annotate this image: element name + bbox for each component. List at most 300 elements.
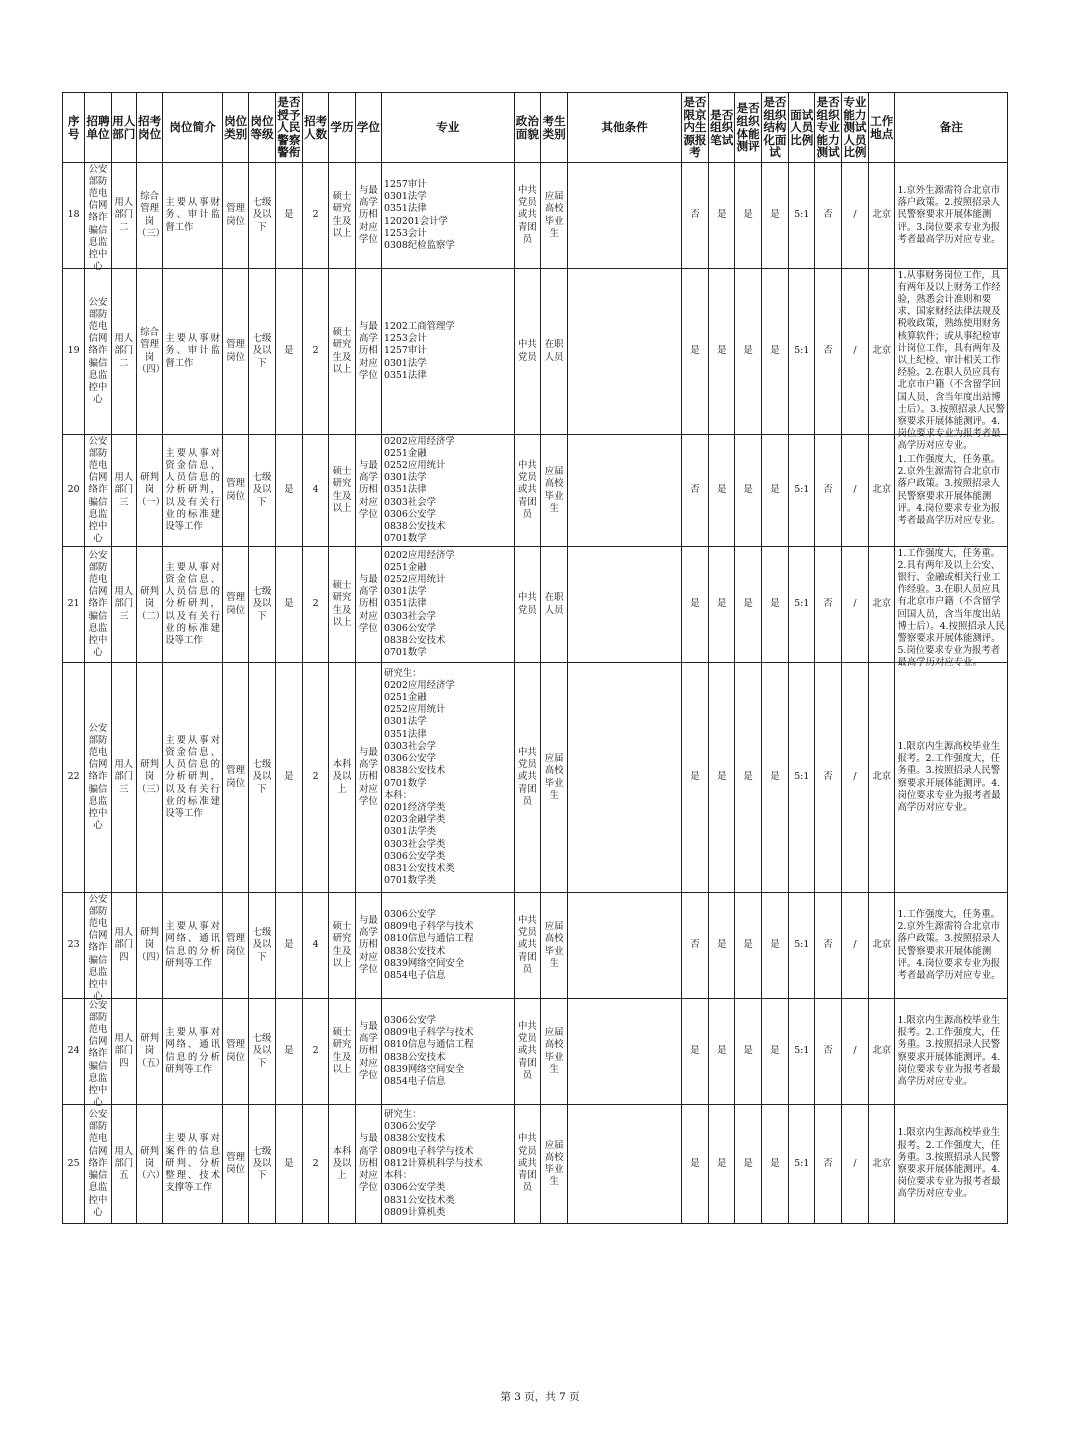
cell-degree: [355, 663, 381, 893]
cell-unit: [85, 547, 111, 663]
cell-text: 管理岗位: [226, 478, 246, 502]
cell-dept: [111, 893, 136, 999]
cell-text: 公安部防范电信网络诈骗信息监控中心: [88, 435, 108, 545]
cell-text: 七级及以下: [252, 586, 272, 622]
cell-text: 是: [284, 1045, 294, 1057]
cell-level: [249, 893, 275, 999]
cell-beijing-source: [681, 163, 708, 269]
cell-category: [223, 163, 249, 269]
cell-text: 管理岗位: [226, 339, 246, 363]
cell-text: 是: [284, 345, 294, 357]
cell-text: 否: [823, 345, 833, 357]
cell-education: [329, 1105, 355, 1224]
cell-text: 与最高学历相对应学位: [358, 320, 378, 381]
cell-count: [303, 435, 329, 547]
cell-text: 与最高学历相对应学位: [358, 914, 378, 975]
header-physical: 是否组织体能测评: [735, 93, 761, 163]
cell-text: 主要从事对资金信息、人员信息的分析研判，以及有关行业的标准建设等工作: [165, 561, 220, 646]
cell-notes: [895, 999, 1008, 1105]
cell-degree: [355, 893, 381, 999]
cell-police-rank: [275, 1105, 302, 1224]
cell-text: 否: [690, 209, 700, 221]
cell-level: [249, 435, 275, 547]
cell-text: 管理岗位: [226, 765, 246, 789]
cell-physical: [735, 269, 761, 435]
header-other: 其他条件: [568, 93, 681, 163]
cell-candidate: [540, 1105, 567, 1224]
cell-text: 是: [690, 598, 700, 610]
cell-unit: [85, 435, 111, 547]
cell-text: 北京: [872, 598, 892, 610]
cell-unit: [85, 269, 111, 435]
cell-written: [709, 163, 735, 269]
cell-skill-ratio: [841, 435, 868, 547]
cell-political: [514, 893, 540, 999]
cell-text: 是: [770, 209, 780, 221]
cell-candidate: [540, 547, 567, 663]
cell-text: 研判岗（六）: [136, 1145, 166, 1182]
cell-text: /: [853, 209, 857, 221]
cell-text: 5:1: [794, 1045, 810, 1057]
cell-text: 研判岗（二）: [136, 586, 166, 622]
cell-other: [568, 269, 681, 435]
cell-text: 否: [823, 1045, 833, 1057]
cell-seq: [63, 163, 85, 269]
cell-text: 否: [690, 939, 700, 951]
header-beijing-source: 是否限京内生源报考: [681, 93, 708, 163]
cell-intro: [163, 269, 223, 435]
cell-text: 是: [717, 1157, 727, 1169]
cell-text: 中共党员或共青团员: [517, 1133, 537, 1194]
cell-text: 综合管理岗（三）: [136, 191, 166, 239]
cell-location: [869, 163, 895, 269]
cell-text: 中共党员: [517, 339, 537, 363]
header-structured: 是否组织结构化面试: [761, 93, 788, 163]
cell-text: 20: [67, 484, 80, 496]
cell-text: 主要从事对资金信息、人员信息的分析研判，以及有关行业的标准建设等工作: [165, 734, 220, 819]
cell-level: [249, 163, 275, 269]
cell-post: [136, 999, 166, 1105]
cell-text: 是: [284, 209, 294, 221]
cell-notes: [895, 893, 1008, 999]
cell-seq: [63, 269, 85, 435]
header-seq: 序号: [63, 93, 85, 163]
cell-count: [303, 1105, 329, 1224]
cell-text: 是: [717, 209, 727, 221]
cell-location: [869, 893, 895, 999]
header-location: 工作地点: [869, 93, 895, 163]
cell-police-rank: [275, 663, 302, 893]
cell-text: 用人部门三: [114, 759, 134, 795]
cell-text: 5:1: [794, 484, 810, 496]
cell-text: 北京: [872, 345, 892, 357]
cell-text: 用人部门五: [114, 1145, 134, 1182]
cell-text: 北京: [872, 1157, 892, 1169]
header-education: 学历: [329, 93, 355, 163]
cell-physical: [735, 163, 761, 269]
cell-text: 管理岗位: [226, 592, 246, 616]
cell-major: [381, 1105, 514, 1224]
cell-structured: [761, 435, 788, 547]
cell-dept: [111, 163, 136, 269]
table-row: [63, 269, 1008, 435]
cell-text: 主要从事财务、审计监督工作: [165, 333, 220, 369]
cell-text: 是: [284, 598, 294, 610]
cell-text: 公安部防范电信网络诈骗信息监控中心: [88, 999, 108, 1109]
cell-location: [869, 547, 895, 663]
recruitment-table-sheet: [62, 92, 1008, 1224]
cell-ratio: [789, 163, 815, 269]
cell-count: [303, 269, 329, 435]
cell-education: [329, 547, 355, 663]
cell-text: 研判岗（三）: [136, 759, 166, 795]
cell-text: 0306公安学 0809电子科学与技术 0810信息与通信工程 0838公安技术 0839网络空间安全 0854电子信息: [383, 908, 474, 981]
cell-text: 5:1: [794, 939, 810, 951]
cell-text: 0306公安学 0809电子科学与技术 0810信息与通信工程 0838公安技术 0839网络空间安全 0854电子信息: [383, 1014, 474, 1087]
cell-skill-ratio: [841, 1105, 868, 1224]
cell-text: 管理岗位: [226, 1151, 246, 1175]
cell-text: 北京: [872, 484, 892, 496]
cell-text: 是: [717, 598, 727, 610]
cell-count: [303, 547, 329, 663]
cell-candidate: [540, 269, 567, 435]
cell-text: 北京: [872, 939, 892, 951]
table-row: [63, 893, 1008, 999]
cell-category: [223, 269, 249, 435]
cell-post: [136, 663, 166, 893]
cell-unit: [85, 1105, 111, 1224]
cell-text: 综合管理岗（四）: [136, 327, 166, 375]
cell-major: [381, 547, 514, 663]
cell-text: 2: [312, 1045, 319, 1057]
cell-ratio: [789, 435, 815, 547]
header-candidate: 考生类别: [540, 93, 567, 163]
cell-text: 是: [770, 484, 780, 496]
cell-unit: [85, 163, 111, 273]
cell-count: [303, 893, 329, 999]
cell-political: [514, 1105, 540, 1224]
table-row: [63, 1105, 1008, 1224]
header-skill-test: 是否组织专业能力测试: [815, 93, 841, 163]
cell-skill-test: [815, 893, 841, 999]
cell-other: [568, 999, 681, 1105]
cell-text: 5:1: [794, 209, 810, 221]
cell-location: [869, 999, 895, 1105]
cell-text: 中共党员: [517, 592, 537, 616]
cell-intro: [163, 999, 223, 1105]
header-written: 是否组织笔试: [709, 93, 735, 163]
cell-category: [223, 663, 249, 893]
cell-text: 是: [284, 484, 294, 496]
cell-text: 应届高校毕业生: [544, 1027, 564, 1075]
cell-education: [329, 663, 355, 893]
cell-education: [329, 163, 355, 269]
cell-text: 研究生： 0202应用经济学 0251金融 0252应用统计 0301法学 0351法律 0303社会学 0306公安学 0838公安技术 0701数学 本科： 0201经济学类 0203金融学类 0301法学类 0303社会学类 0306公安学类 0831公安技术类 0701数学类: [383, 667, 455, 887]
cell-seq: [63, 547, 85, 663]
cell-text: /: [853, 1045, 857, 1057]
cell-text: 是: [690, 345, 700, 357]
cell-post: [136, 269, 166, 435]
cell-text: 中共党员或共青团员: [517, 746, 537, 807]
cell-seq: [63, 1105, 85, 1224]
cell-dept: [111, 269, 136, 435]
table-row: [63, 663, 1008, 893]
cell-intro: [163, 547, 223, 663]
cell-beijing-source: [681, 663, 708, 893]
cell-text: 在职人员: [544, 339, 564, 363]
cell-notes: [895, 1105, 1008, 1224]
cell-dept: [111, 999, 136, 1105]
cell-count: [303, 999, 329, 1105]
cell-text: 公安部防范电信网络诈骗信息监控中心: [88, 549, 108, 659]
cell-text: 硕士研究生及以上: [332, 191, 352, 239]
cell-skill-ratio: [841, 163, 868, 269]
cell-beijing-source: [681, 269, 708, 435]
cell-text: 北京: [872, 1045, 892, 1057]
cell-notes: [895, 163, 1008, 269]
header-political: 政治面貌: [514, 93, 540, 163]
cell-political: [514, 663, 540, 893]
cell-candidate: [540, 663, 567, 893]
cell-structured: [761, 1105, 788, 1224]
cell-text: 用人部门四: [114, 1033, 134, 1069]
cell-text: 用人部门四: [114, 927, 134, 963]
cell-text: 是: [743, 1045, 753, 1057]
cell-structured: [761, 999, 788, 1105]
cell-degree: [355, 547, 381, 663]
cell-text: 1.工作强度大，任务重。2.京外生源需符合北京市落户政策。3.按照招录人民警察要求开展体能测评。4.岗位要求专业为报考者最高学历对应专业。: [897, 453, 1001, 526]
cell-text: 与最高学历相对应学位: [358, 1133, 378, 1194]
cell-text: 1257审计 0301法学 0351法律 120201会计学 1253会计 0308纪检监察学: [383, 178, 455, 251]
cell-text: 管理岗位: [226, 1039, 246, 1063]
cell-text: 是: [690, 771, 700, 783]
cell-dept: [111, 547, 136, 663]
cell-text: 否: [823, 598, 833, 610]
cell-text: 本科及以上: [332, 759, 352, 795]
cell-degree: [355, 1105, 381, 1224]
cell-text: 18: [67, 209, 80, 221]
cell-seq: [63, 893, 85, 999]
cell-unit: [85, 893, 111, 1003]
header-ratio: 面试人员比例: [789, 93, 815, 163]
cell-text: 1.京外生源需符合北京市落户政策。2.按照招录人民警察要求开展体能测评。3.岗位要求专业为报考者最高学历对应专业。: [897, 184, 1001, 245]
cell-text: 硕士研究生及以上: [332, 580, 352, 628]
cell-text: 中共党员或共青团员: [517, 459, 537, 520]
cell-ratio: [789, 893, 815, 999]
cell-text: 北京: [872, 209, 892, 221]
page-footer: 第 3 页，共 7 页: [500, 1391, 580, 1403]
cell-political: [514, 163, 540, 269]
cell-text: 1.限京内生源高校毕业生报考。2.工作强度大，任务重。3.按照招录人民警察要求开展体能测评。4.岗位要求专业为报考者最高学历对应专业。: [897, 740, 1001, 813]
cell-text: 是: [770, 345, 780, 357]
cell-skill-test: [815, 999, 841, 1105]
cell-ratio: [789, 1105, 815, 1224]
cell-ratio: [789, 663, 815, 893]
cell-text: 用人部门三: [114, 586, 134, 622]
cell-other: [568, 893, 681, 999]
cell-major: [381, 999, 514, 1105]
cell-major: [381, 893, 514, 999]
cell-education: [329, 269, 355, 435]
cell-text: 1.限京内生源高校毕业生报考。2.工作强度大，任务重。3.按照招录人民警察要求开展体能测评。4.岗位要求专业为报考者最高学历对应专业。: [897, 1127, 1001, 1200]
cell-text: 用人部门二: [114, 197, 134, 233]
cell-text: /: [853, 1157, 857, 1169]
cell-category: [223, 893, 249, 999]
cell-skill-ratio: [841, 269, 868, 435]
cell-text: 5:1: [794, 1157, 810, 1169]
cell-political: [514, 547, 540, 663]
cell-text: 1.工作强度大，任务重。2.具有两年及以上公安、银行、金融或相关行业工作经验。3.在职人员应具有北京市户籍（不含留学回国人员，含当年度出站博士后）。4.按照招录人民警察要求开展体能测评。5.岗位要求专业为报考者最高学历对应专业。: [897, 547, 1005, 669]
cell-text: 0202应用经济学 0251金融 0252应用统计 0301法学 0351法律 0303社会学 0306公安学 0838公安技术 0701数学: [383, 549, 455, 659]
cell-text: 5:1: [794, 598, 810, 610]
cell-other: [568, 163, 681, 269]
cell-text: 硕士研究生及以上: [332, 327, 352, 375]
cell-text: 研判岗（一）: [136, 472, 166, 508]
cell-written: [709, 269, 735, 435]
cell-major: [381, 435, 514, 547]
cell-category: [223, 1105, 249, 1224]
cell-text: 5:1: [794, 771, 810, 783]
cell-skill-test: [815, 163, 841, 269]
cell-text: 1.限京内生源高校毕业生报考。2.工作强度大，任务重。3.按照招录人民警察要求开展体能测评。4.岗位要求专业为报考者最高学历对应专业。: [897, 1014, 1001, 1087]
cell-text: 公安部防范电信网络诈骗信息监控中心: [88, 893, 108, 1003]
cell-intro: [163, 1105, 223, 1224]
cell-physical: [735, 435, 761, 547]
cell-text: 公安部防范电信网络诈骗信息监控中心: [88, 163, 108, 273]
cell-text: 中共党员或共青团员: [517, 1020, 537, 1081]
cell-text: 主要从事对案件的信息研判、分析整理、技术支撑等工作: [165, 1133, 220, 1194]
cell-category: [223, 999, 249, 1105]
cell-text: 是: [770, 939, 780, 951]
cell-category: [223, 435, 249, 547]
cell-seq: [63, 999, 85, 1105]
cell-dept: [111, 435, 136, 547]
cell-text: 25: [67, 1157, 80, 1169]
cell-text: 是: [717, 1045, 727, 1057]
cell-post: [136, 163, 166, 269]
cell-police-rank: [275, 893, 302, 999]
cell-text: 是: [284, 1157, 294, 1169]
header-major: 专业: [381, 93, 514, 163]
cell-written: [709, 1105, 735, 1224]
cell-text: 应届高校毕业生: [544, 191, 564, 239]
cell-text: 与最高学历相对应学位: [358, 459, 378, 520]
cell-education: [329, 893, 355, 999]
cell-text: 是: [743, 209, 753, 221]
cell-text: 1.从事财务岗位工作，具有两年及以上财务工作经验，熟悉会计准则和要求、国家财经法律法规及税收政策，熟练使用财务核算软件；或从事纪检审计岗位工作，具有两年及以上纪检、审计相关工作经验。2.在职人员应具有北京市户籍（不含留学回国人员，含当年度出站博士后）。3.按照招录人民警察要求开展体能测评。4.岗位要求专业为报考者最高学历对应专业。: [897, 269, 1005, 452]
cell-text: 2: [312, 209, 319, 221]
cell-police-rank: [275, 269, 302, 435]
cell-text: 否: [823, 209, 833, 221]
cell-candidate: [540, 163, 567, 269]
cell-degree: [355, 999, 381, 1105]
table-row: [63, 435, 1008, 547]
cell-text: 在职人员: [544, 592, 564, 616]
cell-text: 是: [717, 345, 727, 357]
cell-level: [249, 547, 275, 663]
cell-other: [568, 1105, 681, 1224]
header-count: 招考人数: [303, 93, 329, 163]
cell-post: [136, 547, 166, 663]
cell-written: [709, 547, 735, 663]
cell-text: 2: [312, 771, 319, 783]
recruitment-table: [62, 92, 1008, 1224]
cell-text: 硕士研究生及以上: [332, 921, 352, 969]
cell-text: 是: [743, 1157, 753, 1169]
cell-notes: [895, 269, 1008, 452]
cell-dept: [111, 663, 136, 893]
cell-text: 与最高学历相对应学位: [358, 746, 378, 807]
header-intro: 岗位简介: [163, 93, 223, 163]
cell-written: [709, 663, 735, 893]
cell-skill-test: [815, 663, 841, 893]
cell-location: [869, 435, 895, 547]
cell-text: 七级及以下: [252, 759, 272, 795]
cell-text: 否: [823, 1157, 833, 1169]
header-police-rank: 是否授予人民警察警衔: [275, 93, 302, 163]
cell-text: 管理岗位: [226, 203, 246, 227]
cell-text: 否: [823, 939, 833, 951]
cell-skill-test: [815, 435, 841, 547]
cell-text: 2: [312, 345, 319, 357]
cell-police-rank: [275, 435, 302, 547]
cell-text: 与最高学历相对应学位: [358, 184, 378, 245]
cell-text: 1202工商管理学 1253会计 1257审计 0301法学 0351法律: [383, 320, 455, 381]
cell-dept: [111, 1105, 136, 1224]
cell-skill-test: [815, 269, 841, 435]
cell-location: [869, 1105, 895, 1224]
header-unit: 招聘单位: [85, 93, 111, 163]
cell-candidate: [540, 435, 567, 547]
cell-degree: [355, 435, 381, 547]
cell-text: 与最高学历相对应学位: [358, 573, 378, 634]
cell-text: 是: [743, 345, 753, 357]
cell-seq: [63, 435, 85, 547]
cell-level: [249, 269, 275, 435]
cell-text: 公安部防范电信网络诈骗信息监控中心: [88, 296, 108, 406]
cell-text: 否: [823, 484, 833, 496]
cell-text: 是: [770, 1157, 780, 1169]
cell-post: [136, 435, 166, 547]
cell-ratio: [789, 999, 815, 1105]
cell-text: 是: [690, 1157, 700, 1169]
cell-beijing-source: [681, 1105, 708, 1224]
cell-post: [136, 1105, 166, 1224]
cell-unit: [85, 663, 111, 893]
cell-text: 硕士研究生及以上: [332, 1027, 352, 1075]
cell-political: [514, 435, 540, 547]
cell-text: 2: [312, 1157, 319, 1169]
cell-education: [329, 435, 355, 547]
cell-text: 用人部门三: [114, 472, 134, 508]
cell-major: [381, 663, 514, 893]
cell-degree: [355, 163, 381, 269]
cell-text: 1.工作强度大，任务重。2.京外生源需符合北京市落户政策。3.按照招录人民警察要求开展体能测评。4.岗位要求专业为报考者最高学历对应专业。: [897, 908, 1001, 981]
cell-text: 22: [67, 771, 80, 783]
cell-category: [223, 547, 249, 663]
cell-text: 是: [284, 771, 294, 783]
cell-post: [136, 893, 166, 999]
cell-text: 七级及以下: [252, 1033, 272, 1069]
cell-ratio: [789, 269, 815, 435]
cell-structured: [761, 893, 788, 999]
cell-seq: [63, 663, 85, 893]
cell-count: [303, 663, 329, 893]
cell-text: 用人部门二: [114, 333, 134, 369]
cell-text: 是: [743, 939, 753, 951]
cell-text: 应届高校毕业生: [544, 1139, 564, 1188]
header-degree: 学位: [355, 93, 381, 163]
